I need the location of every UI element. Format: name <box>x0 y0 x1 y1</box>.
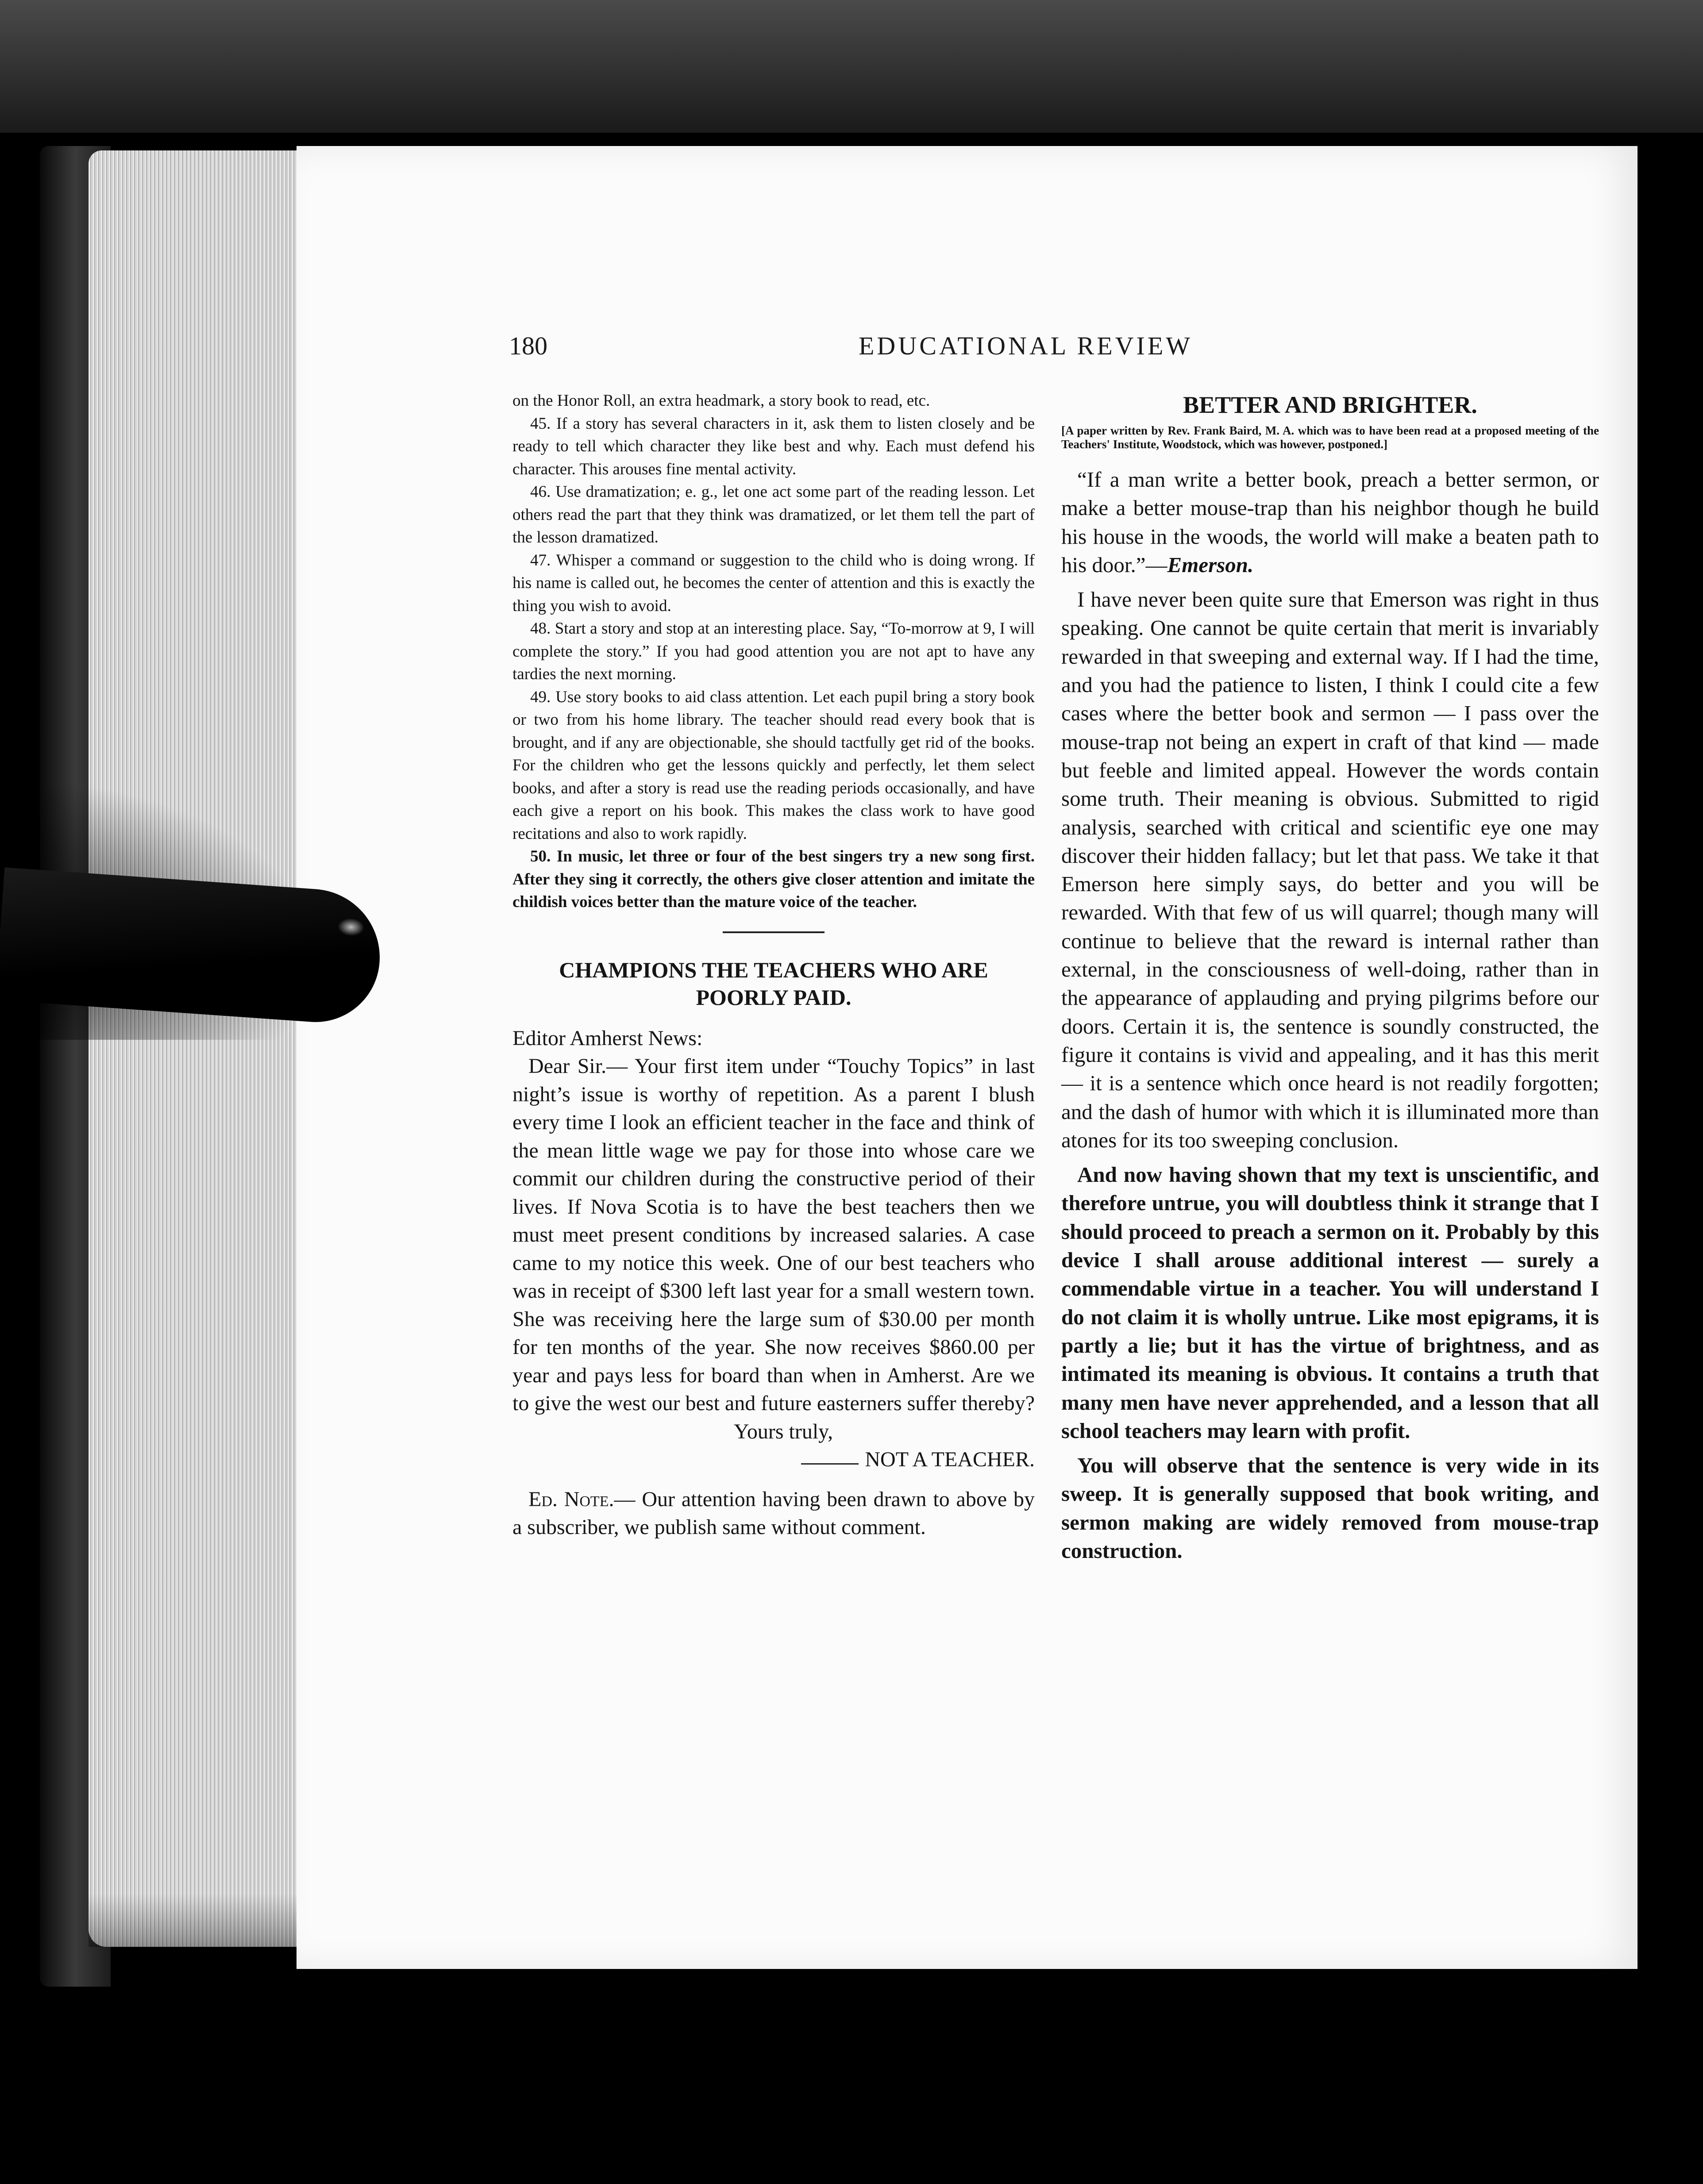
paragraph-3: You will observe that the sentence is very wide in its sweep. It is generally supposed that book writing, and sermon making are widely removed from mouse-trap construction. <box>1061 1453 1599 1563</box>
page-number: 180 <box>509 331 547 360</box>
continuation-text: on the Honor Roll, an extra headmark, a story book to read, etc. <box>512 392 930 410</box>
letter-heading: CHAMPIONS THE TEACHERS WHO ARE POORLY PAID. <box>559 957 988 1010</box>
letter-signature: NOT A TEACHER. <box>865 1448 1035 1471</box>
editor-note-text: — Our attention having been drawn to above by a subscriber, we publish same without comment. <box>512 1487 1035 1539</box>
article-editorial-note: [A paper written by Rev. Frank Baird, M. A. which was to have been read at a proposed meeting of the Teachers' Institute, Woodstock, which was however, postponed.] <box>1061 424 1599 451</box>
letter-salutation: Editor Amherst News: <box>512 1026 703 1050</box>
item-49: 49. Use story books to aid class attention. Let each pupil bring a story book or two from his home library. The teacher should read every book that is brought, and if any are objectionable, she should tactfully get rid of the books. For the children who get the lessons quickly and perfectly, let them select books, and after a story is read use the reading periods occasionally, and have each give a report on his book. This makes the class work to have good recitations and also to work rapidly. <box>512 688 1035 843</box>
running-head: EDUCATIONAL REVIEW <box>859 331 1193 360</box>
left-column <box>512 389 1035 1542</box>
epigraph-quote <box>1061 465 1599 579</box>
paragraph-1: I have never been quite sure that Emerson was right in thus speaking. One cannot be quite certain that merit is invariably rewarded in that sweeping and external way. If I had the time, and you had the patience to listen, I think I could cite a few cases where the better book and sermon — I pass over the mouse-trap not being an expert in craft of that kind — made but feeble and limited appeal. However the words contain some truth. Their meaning is obvious. Submitted to rigid analysis, searched with critical and scientific eye one may discover their hidden fallacy; but let that pass. We take it that Emerson here simply says, do better and you will be rewarded. With that few of us will quarrel; though many will continue to believe that the reward is internal rather than external, in the consciousness of well-doing, rather than in the appearance of applauding and prying pilgrims before our doors. Certain it is, the sentence is soundly constructed, the figure it contains is vivid and appealing, and it has this merit — it is a sentence which once heard is not readily forgotten; and the dash of humor with which it is illuminated more than atones for its too sweeping conclusion. <box>1061 587 1599 1152</box>
item-48: 48. Start a story and stop at an interesting place. Say, “To-morrow at 9, I will complete the story.” If you had good attention you are not apt to have any tardies the next morning. <box>512 619 1035 683</box>
page-edges <box>89 150 301 1947</box>
quote-text: “If a man write a better book, preach a better sermon, or make a better mouse-trap than his neighbor though he build his house in the woods, the world will make a beaten path to his door.”— <box>1061 467 1599 577</box>
right-column <box>1061 389 1599 1565</box>
editor-note <box>512 1485 1035 1542</box>
editor-note-label: Ed. Note. <box>528 1487 614 1511</box>
article-heading: BETTER AND BRIGHTER. <box>1183 392 1477 418</box>
signature-rule <box>801 1463 859 1465</box>
letter-signature-block <box>512 1446 1035 1474</box>
item-50: 50. In music, let three or four of the best singers try a new song first. After they sing it correctly, the others give closer attention and imitate the childish voices better than the mature voice of the teacher. <box>512 847 1035 911</box>
scanner-background <box>0 0 1703 133</box>
quote-author: Emerson. <box>1167 552 1254 577</box>
item-47: 47. Whisper a command or suggestion to the child who is doing wrong. If his name is called out, he becomes the center of attention and this is exactly the thing you wish to avoid. <box>512 551 1035 615</box>
item-45: 45. If a story has several characters in it, ask them to listen closely and be ready to tell which character they like best and why. Each must defend his character. This arouses fine mental activity. <box>512 414 1035 478</box>
letter-closing: Yours truly, <box>734 1419 833 1443</box>
letter <box>512 1024 1035 1418</box>
section-divider <box>723 931 825 933</box>
letter-body: Dear Sir.— Your first item under “Touchy Topics” in last night’s issue is worthy of repetition. As a parent I blush every time I look an efficient teacher in the face and think of the mean little wage we pay for those into whose care we commit our children during the constructive period of their lives. If Nova Scotia is to have the best teachers then we must meet present conditions by increased salaries. A case came to my notice this week. One of our best teachers who was in receipt of $300 left last year for a small western town. She was receiving here the large sum of $30.00 per month for ten months of the year. She now receives $860.00 per year and pays less for board than when in Amherst. Are we to give the west our best and future easterners suffer thereby? <box>512 1054 1035 1415</box>
finger-pointer <box>0 867 384 1026</box>
paragraph-2: And now having shown that my text is unscientific, and therefore untrue, you will doubtless think it strange that I should proceed to preach a sermon on it. Probably by this device I shall arouse additional interest — surely a commendable virtue in a teacher. You will understand I do not claim it is wholly untrue. Like most epigrams, it is partly a lie; but it has the virtue of brightness, and as intimated its meaning is obvious. It contains a truth that many men have never apprehended, and a lesson that all school teachers may learn with profit. <box>1061 1162 1599 1443</box>
numbered-suggestions <box>512 389 1035 914</box>
item-46: 46. Use dramatization; e. g., let one act some part of the reading lesson. Let others read the part that they think was dramatized, or let them tell the part of the lesson dramatized. <box>512 483 1035 546</box>
